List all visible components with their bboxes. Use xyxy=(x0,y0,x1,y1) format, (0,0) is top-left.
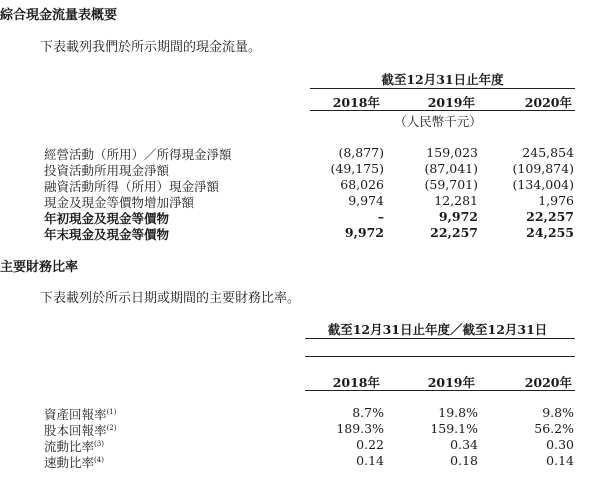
cashflow-row-label: 年末現金及現金等價物 xyxy=(44,227,170,242)
ratio-value-2020: 0.14 xyxy=(546,453,574,468)
ratio-value-2019: 0.18 xyxy=(450,453,478,468)
footnote-marker: (3) xyxy=(94,439,104,448)
cashflow-value-2018: 9,972 xyxy=(344,225,384,240)
ratios-intro: 下表載列於所示日期或期間的主要財務比率。 xyxy=(40,291,301,306)
cashflow-value-2018: 9,974 xyxy=(348,193,384,208)
cashflow-value-2019: 159,023 xyxy=(426,145,478,160)
cashflow-value-2018: (8,877) xyxy=(338,145,384,160)
cashflow-value-2019: 12,281 xyxy=(434,193,478,208)
ratios-year-2019: 2019年 xyxy=(427,375,475,390)
cashflow-value-2018: (49,175) xyxy=(330,161,384,176)
cashflow-year-2018: 2018年 xyxy=(332,95,380,110)
cashflow-value-2019: (87,041) xyxy=(424,161,478,176)
ratios-section-title: 主要財務比率 xyxy=(0,260,79,275)
ratio-value-2020: 56.2% xyxy=(534,421,574,436)
ratio-value-2018: 8.7% xyxy=(352,405,384,420)
cashflow-row-label: 投資活動所用現金淨額 xyxy=(44,163,170,178)
cashflow-value-2019: (59,701) xyxy=(424,177,478,192)
cashflow-value-2019: 9,972 xyxy=(438,209,478,224)
ratio-value-2019: 159.1% xyxy=(430,421,478,436)
cashflow-value-2019: 22,257 xyxy=(430,225,478,240)
cashflow-row-label: 融資活動所得（所用）現金淨額 xyxy=(44,179,220,194)
ratios-year-rule xyxy=(305,390,575,391)
cashflow-year-rule xyxy=(310,110,575,111)
cashflow-value-2020: 22,257 xyxy=(526,209,574,224)
footnote-marker: (4) xyxy=(94,455,104,464)
cashflow-row-label: 現金及現金等價物增加淨額 xyxy=(44,195,195,210)
cashflow-value-2018: 68,026 xyxy=(340,177,384,192)
ratios-header-rule-2 xyxy=(305,356,575,357)
footnote-marker: (2) xyxy=(106,423,117,432)
cashflow-intro: 下表載列我們於所示期間的現金流量。 xyxy=(40,40,262,55)
ratios-period-header: 截至12月31日止年度／截至12月31日 xyxy=(327,322,548,337)
cashflow-year-2020: 2020年 xyxy=(524,95,572,110)
cashflow-section-title: 綜合現金流量表概要 xyxy=(0,8,118,23)
ratio-value-2020: 9.8% xyxy=(542,405,574,420)
cashflow-year-2019: 2019年 xyxy=(427,95,475,110)
cashflow-value-2020: (134,004) xyxy=(512,177,574,192)
ratio-value-2018: 189.3% xyxy=(336,421,384,436)
cashflow-value-2018: – xyxy=(377,209,384,224)
ratios-header-rule xyxy=(305,338,575,339)
ratio-row-label xyxy=(44,453,104,471)
ratio-name: 資產回報率 xyxy=(44,407,107,422)
ratio-value-2020: 0.30 xyxy=(546,437,574,452)
cashflow-period-header: 截至12月31日止年度 xyxy=(381,72,504,87)
cashflow-value-2020: 1,976 xyxy=(538,193,574,208)
ratio-name: 速動比率 xyxy=(44,455,95,470)
ratios-year-2020: 2020年 xyxy=(524,375,572,390)
ratio-value-2018: 0.22 xyxy=(356,437,384,452)
ratio-name: 流動比率 xyxy=(44,439,95,454)
ratio-name: 股本回報率 xyxy=(44,423,107,438)
cashflow-unit: （人民幣千元） xyxy=(394,114,482,129)
cashflow-value-2020: 24,255 xyxy=(526,225,574,240)
cashflow-value-2020: (109,874) xyxy=(512,161,574,176)
cashflow-row-label: 年初現金及現金等價物 xyxy=(44,211,170,226)
ratio-value-2019: 0.34 xyxy=(450,437,478,452)
cashflow-row-label: 經營活動（所用）／所得現金淨額 xyxy=(44,147,232,162)
ratio-value-2019: 19.8% xyxy=(438,405,478,420)
cashflow-value-2020: 245,854 xyxy=(522,145,574,160)
ratio-value-2018: 0.14 xyxy=(356,453,384,468)
footnote-marker: (1) xyxy=(106,407,117,416)
ratios-year-2018: 2018年 xyxy=(332,375,380,390)
cashflow-header-rule xyxy=(310,88,575,89)
